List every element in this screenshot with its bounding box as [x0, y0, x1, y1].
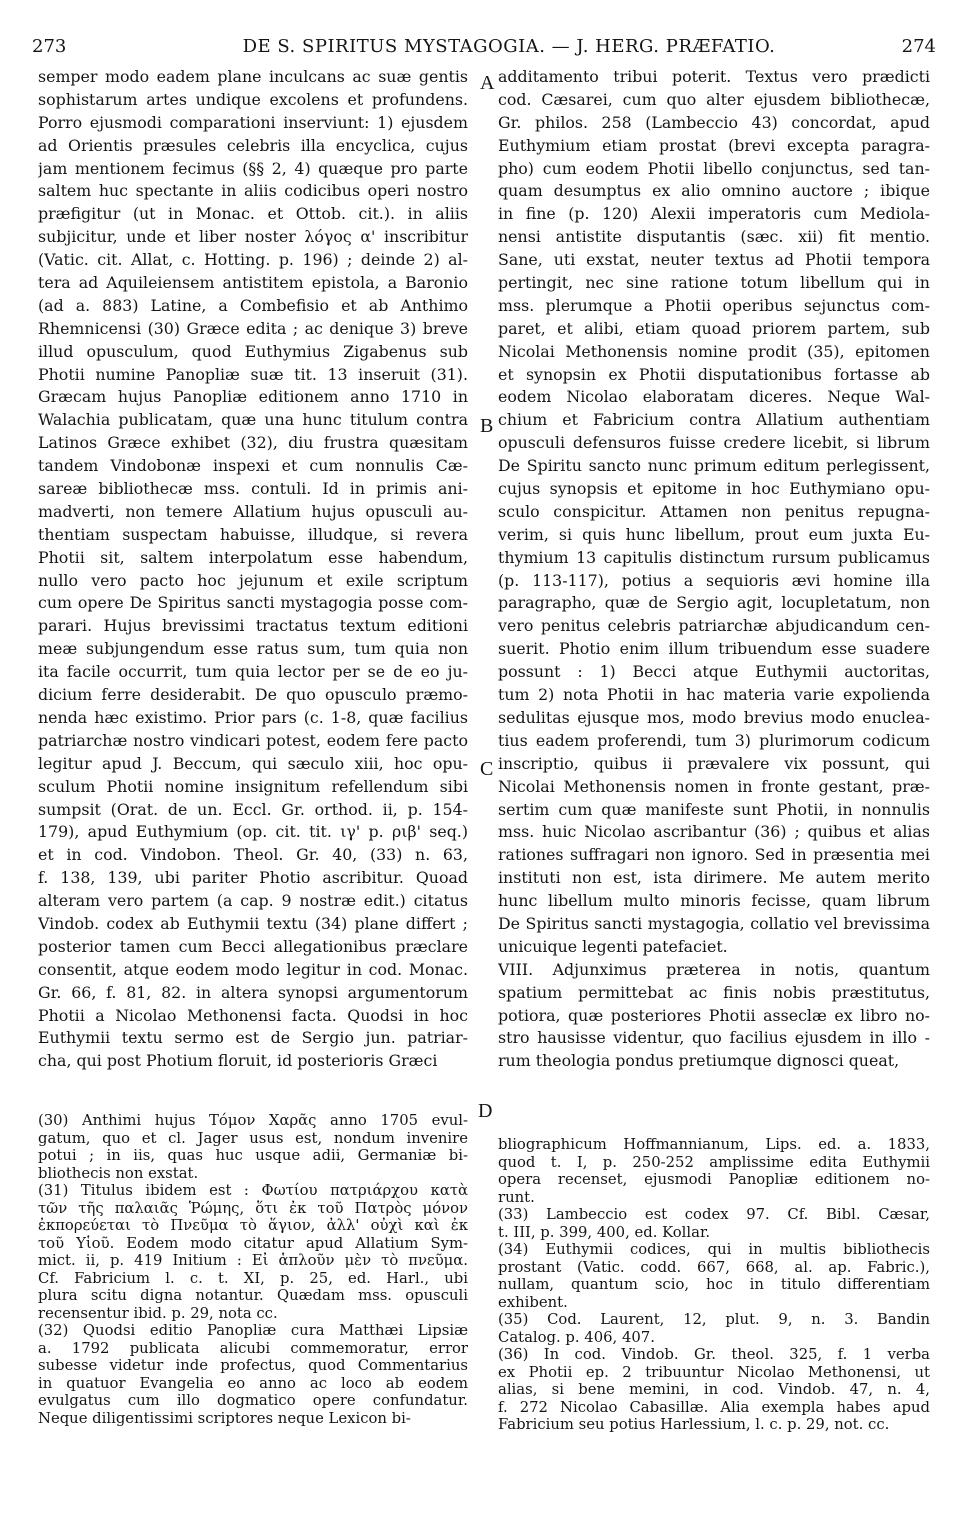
text-line: spatium permittebat ac finis nobis præstitutus,: [498, 982, 930, 1002]
footnote-line: (34) Euthymii codices, qui in multis bibliothecis: [498, 1241, 930, 1258]
text-line: possunt : 1) Becci atque Euthymii auctoritas,: [498, 662, 930, 682]
text-line: Nicolai Methonensis nomine prodit (35), epitomen: [498, 341, 930, 361]
text-line: sumpsit (Orat. de un. Eccl. Gr. orthod. ii, p. 154-: [38, 799, 468, 819]
text-line: Vindob. codex ab Euthymii textu (34) plane differt ;: [38, 913, 468, 933]
text-line: in fine (p. 120) Alexii imperatoris cum Mediola-: [498, 204, 930, 224]
right-text-column: [498, 66, 930, 1073]
text-line: f. 138, 139, ubi pariter Photio ascribitur. Quoad: [38, 868, 468, 888]
footnote-line: runt.: [498, 1188, 535, 1206]
footnote-line: subesse videtur inde profectus, quod Commentarius: [38, 1357, 468, 1374]
footnote-line: f. 272 Nicolao Cabasillæ. Alia exempla habes apud: [498, 1398, 930, 1416]
text-line: Sane, uti exstat, neuter textus ad Photii tempora: [498, 250, 930, 270]
text-line: VIII. Adjunximus præterea in notis, quantum: [498, 959, 930, 979]
footnote-line: (35) Cod. Laurent, 12, plut. 9, n. 3. Bandin: [498, 1311, 930, 1328]
text-line: quam desumptus ex alio omnino auctore ; ibique: [498, 181, 930, 201]
footnote-line: τοῦ Υἱοῦ. Eodem modo citatur apud Allatium Sym-: [38, 1234, 468, 1252]
text-line: rationes suffragari non ignoro. Sed in præsentia mei: [498, 845, 930, 865]
text-line: Græcam hujus Panopliæ editionem anno 1710 in: [38, 387, 468, 407]
text-line: verim, si quis hunc libellum, prout eum juxta Eu-: [498, 524, 930, 544]
right-footnotes: [498, 1136, 930, 1434]
text-line: nensi antistite disputantis (sæc. xii) fit mentio.: [498, 227, 930, 247]
section-marker-d: D: [478, 1100, 493, 1122]
footnote-line: (32) Quodsi editio Panopliæ cura Matthæi Lipsiæ: [38, 1322, 468, 1339]
text-line: De Spiritu sancto nunc primum editum perlegissent,: [498, 456, 930, 476]
text-line: sertim cum quæ manifeste sunt Photii, in nonnulis: [498, 799, 930, 819]
text-line: Gr. philos. 258 (Lambeccio 43) concordat, apud: [498, 112, 930, 132]
footnote-line: ex Photii ep. 2 tribuuntur Nicolao Methonensi, ut: [498, 1363, 930, 1381]
footnote-line: plura scitu digna notantur. Quædam mss. opusculi: [38, 1287, 468, 1304]
page-number-left: 273: [32, 36, 67, 57]
text-line: Latinos Græce exhibet (32), diu frustra quæsitam: [38, 433, 468, 453]
text-line: et in cod. Vindobon. Theol. Gr. 40, (33) n. 63,: [38, 845, 468, 865]
text-line: Gr. 66, f. 81, 82. in altera synopsi argumentorum: [38, 982, 468, 1002]
text-line: mss. plerumque a Photii operibus sejunctus com-: [498, 295, 930, 315]
footnote-line: (31) Titulus ibidem est : Φωτίου πατριάρχου κατὰ: [38, 1182, 468, 1199]
text-line: inscriptio, quibus ii prævalere vix possunt, qui: [498, 753, 930, 773]
text-line: ita facile occurrit, tum quia lector per se de eo ju-: [38, 662, 468, 682]
text-line: (p. 113-117), potius a sequioris ævi homine illa: [498, 570, 930, 590]
text-line: subjicitur, unde et liber noster λόγος α' inscribitur: [38, 227, 468, 247]
text-line: sophistarum artes undique excolens et profundens.: [38, 89, 468, 109]
footnote-line: bliothecis non exstat.: [38, 1164, 199, 1182]
page-number-right: 274: [901, 36, 936, 57]
footnote-line: Fabricium seu potius Harlessium, l. c. p. 29, not. cc.: [498, 1416, 890, 1433]
text-line: pertingit, nec sine ratione totum libellum qui in: [498, 273, 930, 293]
text-line: suerit. Photio enim illum tribuendum esse suadere: [498, 639, 930, 659]
footnote-line: τῶν τῆς παλαιᾶς Ῥώμης, ὅτι ἐκ τοῦ Πατρὸς μόνον: [38, 1199, 468, 1217]
text-line: præfigitur (ut in Monac. et Ottob. cit.). in aliis: [38, 204, 468, 224]
text-line: sareæ bibliothecæ mss. contuli. Id in primis ani-: [38, 479, 468, 499]
text-line: tius eadem proferendi, tum 3) plurimorum codicum: [498, 730, 930, 750]
text-line: instituti non est, ista dirimere. Me autem merito: [498, 868, 930, 888]
running-title: DE S. SPIRITUS MYSTAGOGIA. — J. HERG. PRÆFATIO.: [242, 36, 776, 57]
text-line: patriarchæ nostro vindicari potest, eodem fere pacto: [38, 730, 468, 750]
footnote-line: bliographicum Hoffmannianum, Lips. ed. a. 1833,: [498, 1136, 930, 1153]
footnote-line: a. 1792 publicata alicubi commemoratur, error: [38, 1339, 468, 1357]
text-line: ad Orientis præsules celebris illa encyclica, cujus: [38, 135, 468, 155]
section-marker-c: C: [480, 758, 494, 780]
text-line: eodem Nicolao elaboratam diceres. Neque Wal-: [498, 387, 930, 407]
text-line: tera ad Aquileiensem antistitem epistola, a Baronio: [38, 273, 468, 293]
text-line: hunc libellum multo minoris fecisse, quam librum: [498, 891, 930, 911]
section-marker-b: B: [480, 415, 494, 437]
text-line: stro hausisse videntur, quo facilius ejusdem in illo -: [498, 1028, 930, 1048]
footnote-line: Catalog. p. 406, 407.: [498, 1328, 655, 1346]
text-line: 179), apud Euthymium (op. cit. tit. ιγ' p. ριβ' seq.): [38, 822, 468, 842]
text-line: thentiam suspectam habuisse, illudque, si revera: [38, 524, 468, 544]
text-line: thymium 13 capitulis distinctum rursum publicamus: [498, 547, 930, 567]
section-marker-a: A: [480, 72, 495, 94]
text-line: cujus synopsis et epitome in hoc Euthymiano opu-: [498, 479, 930, 499]
text-line: Photii sit, saltem interpolatum esse habendum,: [38, 547, 468, 567]
footnote-line: (36) In cod. Vindob. Gr. theol. 325, f. 1 verba: [498, 1346, 930, 1363]
text-line: dicium ferre desiderabit. De quo opusculo præmo-: [38, 685, 468, 705]
text-line: vero penitus celebris patriarchæ abjudicandum cen-: [498, 616, 930, 636]
text-line: (Vatic. cit. Allat, c. Hotting. p. 196) ; deinde 2) al-: [38, 250, 468, 270]
footnote-line: evulgatus cum illo dogmatico opere confundatur.: [38, 1392, 468, 1409]
text-line: alteram vero partem (a cap. 9 nostræ edit.) citatus: [38, 891, 468, 911]
text-line: Porro ejusmodi comparationi inserviunt: 1) ejusdem: [38, 112, 468, 132]
text-line: Photii a Nicolao Methonensi facta. Quodsi in hoc: [38, 1005, 468, 1025]
text-line: Nicolai Methonensis nomen in fronte gestant, præ-: [498, 776, 930, 796]
footnote-line: prostant (Vatic. codd. 667, 668, al. ap. Fabric.),: [498, 1258, 930, 1276]
text-line: nenda hæc existimo. Prior pars (c. 1-8, quæ facilius: [38, 707, 468, 727]
footnote-line: nullam, quantum scio, hoc in titulo differentiam: [498, 1276, 930, 1293]
text-line: (ad a. 883) Latine, a Combefisio et ab Anthimo: [38, 295, 468, 315]
left-footnotes: [38, 1112, 468, 1427]
text-line: nullo vero pacto hoc jejunum et exile scriptum: [38, 570, 468, 590]
text-line: semper modo eadem plane inculcans ac suæ gentis: [38, 67, 468, 86]
text-line: madverti, non temere Allatium hujus opusculi au-: [38, 501, 468, 521]
left-text-column: [38, 66, 468, 1073]
footnote-line: exhibent.: [498, 1293, 568, 1311]
text-line: sculo conspicitur. Attamen non penitus repugna-: [498, 501, 930, 521]
text-line: rum theologia pondus pretiumque dignosci queat,: [498, 1051, 900, 1071]
text-line: et synopsin ex Photii disputationibus fortasse ab: [498, 364, 930, 384]
text-line: Euthymii textu sermo est de Sergio jun. patriar-: [38, 1028, 468, 1048]
text-line: chium et Fabricium contra Allatium authentiam: [498, 410, 930, 430]
footnote-line: alias, si bene memini, in cod. Vindob. 47, n. 4,: [498, 1381, 930, 1398]
text-line: illud opusculum, quod Euthymius Zigabenus sub: [38, 341, 468, 361]
footnote-line: ἐκπορεύεται τὸ Πνεῦμα τὸ ἅγιον, ἀλλ' οὐχὶ καὶ ἐκ: [38, 1217, 468, 1234]
footnote-line: mict. ii, p. 419 Initium : Εἰ ἁπλοῦν μὲν τὸ πνεῦμα.: [38, 1252, 468, 1269]
text-line: cha, qui post Photium floruit, id posterioris Græci: [38, 1051, 438, 1071]
text-line: cod. Cæsarei, cum quo alter ejusdem bibliothecæ,: [498, 89, 930, 109]
footnote-line: in quatuor Evangelia eo anno ac loco ab eodem: [38, 1374, 468, 1392]
text-line: meæ subjungendum esse ratus sum, tum quia non: [38, 639, 468, 659]
footnote-line: quod t. I, p. 250-252 amplissime edita Euthymii: [498, 1153, 930, 1171]
footnote-line: (33) Lambeccio est codex 97. Cf. Bibl. Cæsar,: [498, 1206, 930, 1223]
text-line: jam mentionem fecimus (§§ 2, 4) quæque pro parte: [38, 158, 468, 178]
footnote-line: opera recenset, ejusmodi Panopliæ editionem no-: [498, 1171, 930, 1188]
text-line: parari. Hujus brevissimi tractatus textum editioni: [38, 616, 468, 636]
text-line: pho) cum eodem Photii libello conjunctus, sed tan-: [498, 158, 930, 178]
text-line: sculum Photii nomine insignitum refellendum sibi: [38, 776, 468, 796]
text-line: De Spiritus sancti mystagogia, collatio vel brevissima: [498, 913, 930, 933]
text-line: paret, et alibi, etiam quoad priorem partem, sub: [498, 318, 930, 338]
text-line: unicuique legenti patefaciet.: [498, 936, 728, 956]
footnote-line: gatum, quo et cl. Jager usus est, nondum invenire: [38, 1129, 468, 1147]
footnote-line: t. III, p. 399, 400, ed. Kollar.: [498, 1223, 711, 1241]
footnote-line: (30) Anthimi hujus Τόμον Χαρᾶς anno 1705 evul-: [38, 1112, 468, 1129]
text-line: Photii numine Panopliæ suæ tit. 13 inseruit (31).: [38, 364, 468, 384]
footnote-line: recensentur ibid. p. 29, nota cc.: [38, 1304, 278, 1322]
text-line: mss. huic Nicolao ascribantur (36) ; quibus et alias: [498, 822, 930, 842]
text-line: cum opere De Spiritus sancti mystagogia posse com-: [38, 593, 468, 613]
footnote-line: Neque diligentissimi scriptores neque Lexicon bi-: [38, 1409, 411, 1427]
text-line: consentit, atque eodem modo legitur in cod. Monac.: [38, 959, 468, 979]
text-line: additamento tribui poterit. Textus vero prædicti: [498, 67, 930, 86]
text-line: tandem Vindobonæ inspexi et cum nonnulis Cæ-: [38, 456, 468, 476]
text-line: Euthymium etiam prostat (brevi excepta paragra-: [498, 135, 930, 155]
text-line: Rhemnicensi (30) Græce edita ; ac denique 3) breve: [38, 318, 468, 338]
text-line: opusculi defensuros fuisse credere licebit, si librum: [498, 433, 930, 453]
text-line: sedulitas ejusque mos, modo brevius modo enuclea-: [498, 707, 930, 727]
text-line: tum 2) nota Photii in hac materia varie expolienda: [498, 685, 930, 705]
footnote-line: Cf. Fabricium l. c. t. XI, p. 25, ed. Harl., ubi: [38, 1269, 468, 1287]
text-line: posterior tamen cum Becci allegationibus præclare: [38, 936, 468, 956]
text-line: saltem huc spectante in aliis codicibus operi nostro: [38, 181, 468, 201]
footnote-line: potui ; in iis, quas huc usque adii, Germaniæ bi-: [38, 1147, 468, 1164]
running-header: [32, 36, 936, 66]
text-line: legitur apud J. Beccum, qui sæculo xiii, hoc opu-: [38, 753, 468, 773]
text-line: Walachia publicatam, quæ una hunc titulum contra: [38, 410, 468, 430]
text-line: paragrapho, quæ de Sergio agit, locupletatum, non: [498, 593, 930, 613]
text-line: potiora, quæ posteriores Photii asseclæ ex libro no-: [498, 1005, 930, 1025]
